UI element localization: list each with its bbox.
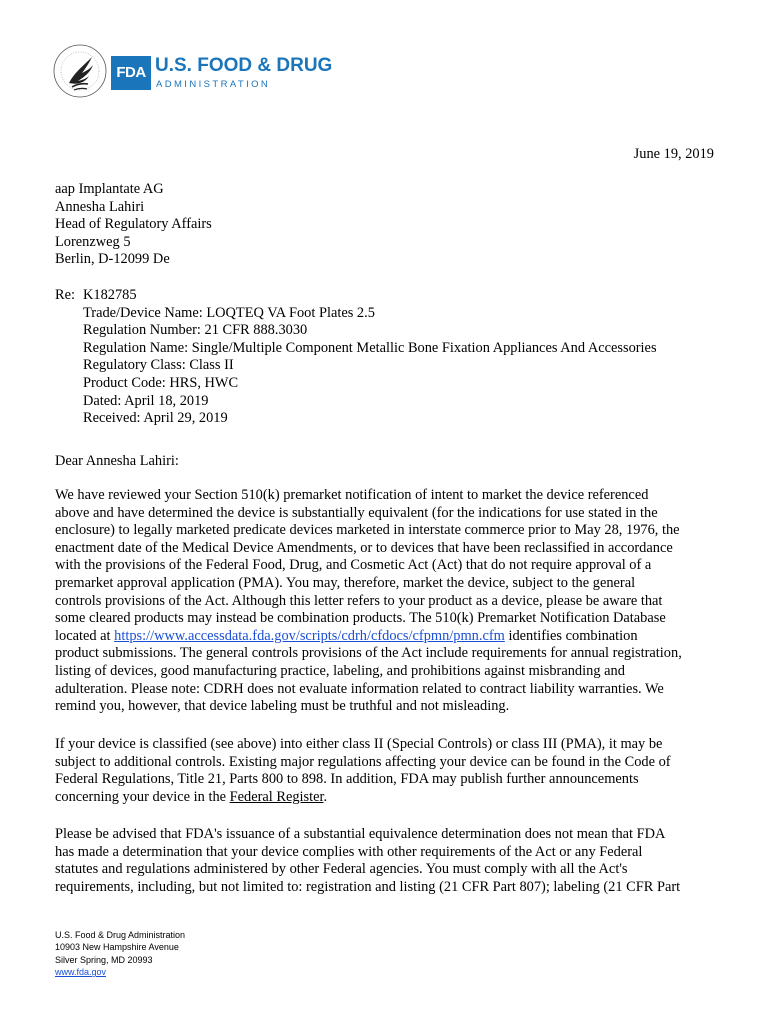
- re-received: Received: April 29, 2019: [83, 410, 228, 427]
- paragraph-substantial-equivalence: [55, 487, 720, 716]
- paragraph-line: enclosure) to legally marketed predicate devices marketed in interstate commerce prior to May 28, 1976, the: [55, 522, 680, 539]
- federal-register-lead: concerning your device in the: [55, 788, 230, 805]
- re-regulatory-class: Regulatory Class: Class II: [83, 357, 234, 374]
- recipient-city: Berlin, D-12099 De: [55, 251, 170, 268]
- paragraph-line: subject to additional controls. Existing major regulations affecting your device can be found in the Code of: [55, 753, 671, 770]
- federal-register-text: Federal Register: [229, 788, 324, 805]
- recipient-company: aap Implantate AG: [55, 181, 164, 197]
- paragraph-line: If your device is classified (see above) into either class II (Special Controls) or class III (PMA), it may be: [55, 736, 663, 752]
- recipient-title: Head of Regulatory Affairs: [55, 216, 212, 233]
- paragraph-additional-controls: [55, 736, 720, 806]
- re-product-code: Product Code: HRS, HWC: [83, 374, 239, 391]
- footer-city: Silver Spring, MD 20993: [55, 954, 153, 965]
- paragraph-line: Please be advised that FDA's issuance of a substantial equivalence determination does not mean that FDA: [55, 826, 666, 842]
- paragraph-line: controls provisions of the Act. Although this letter refers to your product as a device, please be aware that: [55, 592, 663, 609]
- after-link-text: identifies combination: [504, 627, 638, 644]
- recipient-name: Annesha Lahiri: [55, 198, 145, 215]
- paragraph-line: has made a determination that your device complies with other requirements of the Act or any Federal: [55, 843, 643, 860]
- paragraph-line: requirements, including, but not limited to: registration and listing (21 CFR Part 807); labeling (21 CFR Part: [55, 878, 681, 895]
- re-number: K182785: [83, 287, 137, 303]
- re-trade-device-name: Trade/Device Name: LOQTEQ VA Foot Plates 2.5: [83, 304, 375, 321]
- paragraph-line: We have reviewed your Section 510(k) premarket notification of intent to market the device referenced: [55, 487, 649, 503]
- paragraph-line: enactment date of the Medical Device Amendments, or to devices that have been reclassified in accordance: [55, 539, 673, 556]
- footer-street: 10903 New Hampshire Avenue: [55, 942, 179, 953]
- hhs-eagle-seal-icon: [52, 43, 108, 99]
- paragraph-line-federal-register: [55, 789, 720, 807]
- paragraph-line: above and have determined the device is substantially equivalent (for the indications for use stated in the: [55, 504, 658, 521]
- fda-footer-address: [55, 929, 185, 979]
- agency-subtitle: ADMINISTRATION: [156, 79, 271, 90]
- paragraph-line: product submissions. The general controls provisions of the Act include requirements for annual registration,: [55, 645, 682, 662]
- fda-website-link[interactable]: www.fda.gov: [55, 967, 107, 978]
- paragraph-line-with-link: [55, 628, 720, 646]
- re-regulation-number: Regulation Number: 21 CFR 888.3030: [83, 322, 308, 339]
- paragraph-line: premarket approval application (PMA). You may, therefore, market the device, subject to the general: [55, 574, 636, 591]
- re-dated: Dated: April 18, 2019: [83, 392, 209, 409]
- located-at-text: located at: [55, 627, 115, 644]
- paragraph-line: statutes and regulations administered by other Federal agencies. You must comply with all the Act's: [55, 861, 628, 878]
- federal-register-end: .: [323, 788, 328, 805]
- paragraph-line: adulteration. Please note: CDRH does not evaluate information related to contract liability warranties. We: [55, 680, 664, 697]
- paragraph-line: some cleared products may instead be combination products. The 510(k) Premarket Notification Database: [55, 610, 666, 627]
- re-label: Re:: [55, 287, 75, 303]
- paragraph-line: with the provisions of the Federal Food, Drug, and Cosmetic Act (Act) that do not require approval of a: [55, 557, 652, 574]
- letter-date: June 19, 2019: [633, 146, 714, 162]
- re-regulation-name: Regulation Name: Single/Multiple Component Metallic Bone Fixation Appliances And Accessories: [83, 339, 657, 356]
- paragraph-line: remind you, however, that device labeling must be truthful and not misleading.: [55, 698, 510, 715]
- fda-logo-mark: [111, 56, 151, 90]
- footer-org: U.S. Food & Drug Administration: [55, 930, 186, 940]
- re-line: [55, 287, 657, 305]
- salutation: Dear Annesha Lahiri:: [55, 453, 179, 469]
- agency-name: U.S. FOOD & DRUG: [155, 55, 333, 76]
- recipient-street: Lorenzweg 5: [55, 233, 131, 250]
- paragraph-line: listing of devices, good manufacturing practice, labeling, and prohibitions against misbranding and: [55, 662, 625, 679]
- pmn-database-link[interactable]: https://www.accessdata.fda.gov/scripts/cdrh/cfdocs/cfpmn/pmn.cfm: [114, 627, 505, 644]
- re-block: [55, 287, 657, 428]
- paragraph-line: Federal Regulations, Title 21, Parts 800 to 898. In addition, FDA may publish further announcements: [55, 771, 639, 788]
- fda-logo-mark-text: FDA: [116, 64, 146, 81]
- recipient-address: [55, 181, 212, 269]
- paragraph-compliance: [55, 826, 720, 896]
